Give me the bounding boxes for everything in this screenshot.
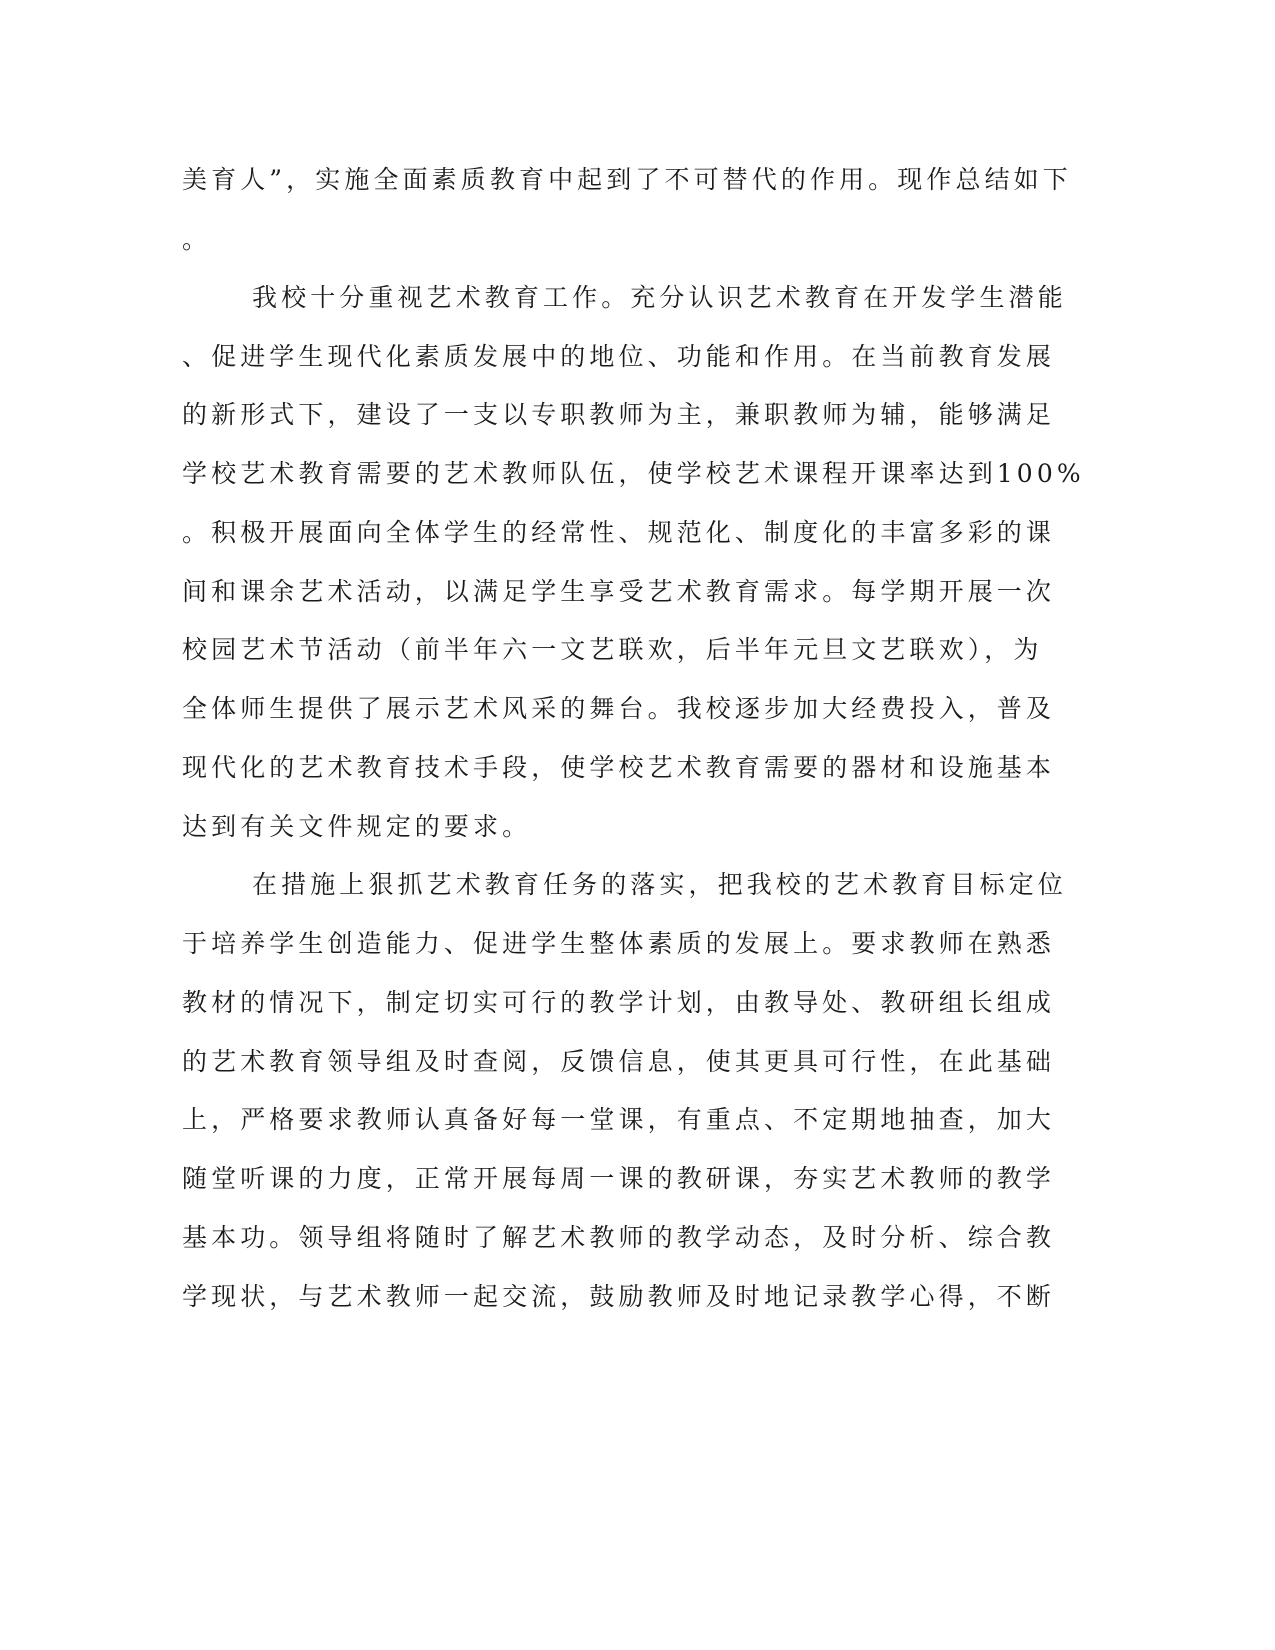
text-line: 教材的情况下，制定切实可行的教学计划，由教导处、教研组长组成 bbox=[182, 988, 1056, 1017]
text-line: 现代化的艺术教育技术手段，使学校艺术教育需要的器材和设施基本 bbox=[182, 753, 1056, 782]
text-line: 的新形式下，建设了一支以专职教师为主，兼职教师为辅，能够满足 bbox=[182, 400, 1056, 429]
text-line: 基本功。领导组将随时了解艺术教师的教学动态，及时分析、综合教 bbox=[182, 1223, 1056, 1252]
text-line: 。 bbox=[182, 225, 212, 254]
text-line: 间和课余艺术活动，以满足学生享受艺术教育需求。每学期开展一次 bbox=[182, 577, 1056, 606]
text-line: 上，严格要求教师认真备好每一堂课，有重点、不定期地抽查，加大 bbox=[182, 1105, 1056, 1134]
text-line: 学校艺术教育需要的艺术教师队伍，使学校艺术课程开课率达到100% bbox=[182, 459, 1085, 488]
text-line: 于培养学生创造能力、促进学生整体素质的发展上。要求教师在熟悉 bbox=[182, 929, 1056, 958]
text-line: 的艺术教育领导组及时查阅，反馈信息，使其更具可行性，在此基础 bbox=[182, 1047, 1056, 1076]
text-line: 校园艺术节活动（前半年六一文艺联欢，后半年元旦文艺联欢），为 bbox=[182, 635, 1043, 664]
text-line: 随堂听课的力度，正常开展每周一课的教研课，夯实艺术教师的教学 bbox=[182, 1164, 1056, 1193]
paragraph-first-line: 我校十分重视艺术教育工作。充分认识艺术教育在开发学生潜能 bbox=[252, 283, 1067, 312]
text-line: 达到有关文件规定的要求。 bbox=[182, 812, 532, 841]
text-line: 。积极开展面向全体学生的经常性、规范化、制度化的丰富多彩的课 bbox=[182, 518, 1056, 547]
text-line: 、促进学生现代化素质发展中的地位、功能和作用。在当前教育发展 bbox=[182, 342, 1056, 371]
text-line: 学现状，与艺术教师一起交流，鼓励教师及时地记录教学心得，不断 bbox=[182, 1282, 1056, 1311]
paragraph-first-line: 在措施上狠抓艺术教育任务的落实，把我校的艺术教育目标定位 bbox=[252, 870, 1067, 899]
text-line: 美育人”，实施全面素质教育中起到了不可替代的作用。现作总结如下 bbox=[182, 165, 1072, 194]
text-line: 全体师生提供了展示艺术风采的舞台。我校逐步加大经费投入，普及 bbox=[182, 694, 1056, 723]
